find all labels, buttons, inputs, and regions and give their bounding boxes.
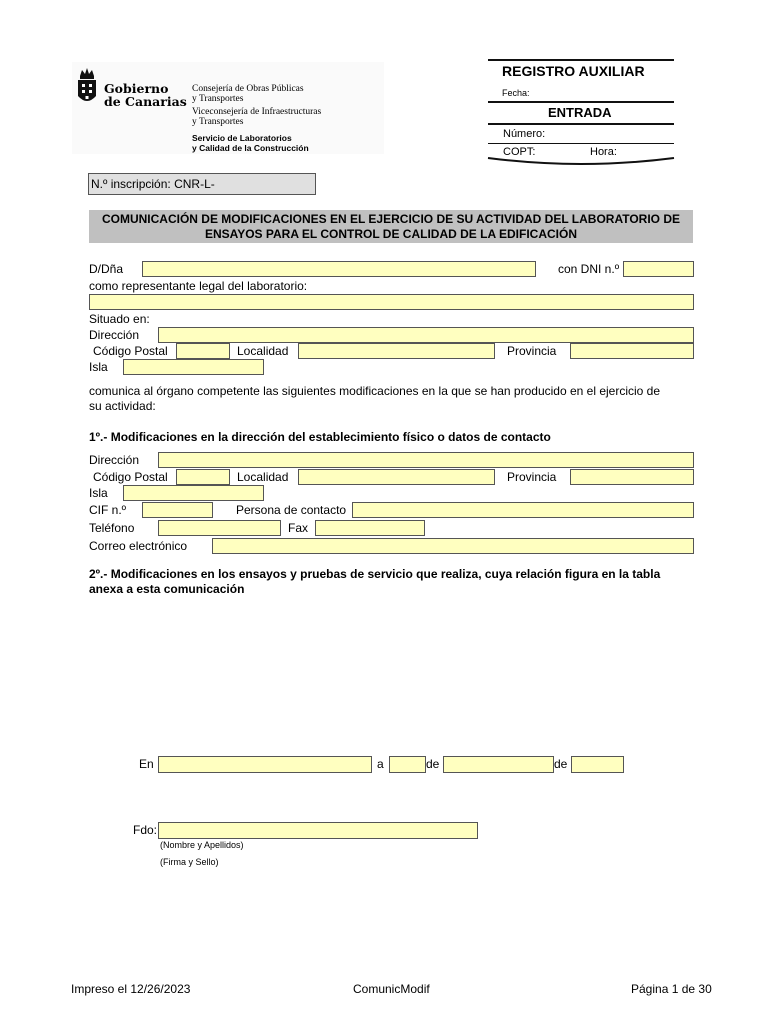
form-title-line2: ENSAYOS PARA EL CONTROL DE CALIDAD DE LA EDIFICACIÓN: [204, 227, 578, 241]
isla-label: Isla: [89, 360, 108, 374]
lugar-input[interactable]: [158, 756, 372, 773]
comunica-line1: comunica al órgano competente las siguientes modificaciones en la que se han producido en el ejercicio de: [89, 384, 661, 398]
registro-entrada: ENTRADA: [548, 105, 612, 120]
registro-bottom-curve: [486, 156, 676, 168]
comunica-line2: su actividad:: [89, 399, 156, 413]
registro-hora: Hora:: [590, 146, 617, 158]
s1-isla-label: Isla: [89, 486, 108, 500]
consejeria-line2: y Transportes: [192, 94, 244, 104]
laboratorio-input[interactable]: [89, 294, 694, 310]
servicio-line2: y Calidad de la Construcción: [192, 143, 309, 153]
section2-line2: anexa a esta comunicación: [89, 582, 245, 596]
registro-top-rule: [488, 59, 674, 61]
persona-contacto-input[interactable]: [352, 502, 694, 518]
registro-fecha: Fecha:: [502, 88, 530, 98]
s1-codigo-postal-label: Código Postal: [93, 470, 168, 484]
direccion-input[interactable]: [158, 327, 694, 343]
registro-title: REGISTRO AUXILIAR: [502, 63, 645, 79]
inscripcion-label: N.º inscripción: CNR-L-: [91, 177, 215, 191]
s1-localidad-input[interactable]: [298, 469, 495, 485]
cif-input[interactable]: [142, 502, 213, 518]
representante-label: como representante legal del laboratorio:: [89, 279, 308, 293]
provincia-label: Provincia: [507, 344, 557, 358]
correo-label: Correo electrónico: [89, 539, 188, 553]
s1-isla-input[interactable]: [123, 485, 264, 501]
en-label: En: [139, 757, 154, 771]
codigo-postal-input[interactable]: [176, 343, 230, 359]
codigo-postal-label: Código Postal: [93, 344, 168, 358]
mes-input[interactable]: [443, 756, 554, 773]
footer-doc: ComunicModif: [353, 982, 430, 996]
form-title-line1: COMUNICACIÓN DE MODIFICACIONES EN EL EJERCICIO DE SU ACTIVIDAD DEL LABORATORIO DE: [101, 212, 681, 226]
correo-input[interactable]: [212, 538, 694, 554]
isla-input[interactable]: [123, 359, 264, 375]
section1-title: 1º.- Modificaciones en la dirección del establecimiento físico o datos de contacto: [89, 430, 551, 444]
firmante-input[interactable]: [158, 822, 478, 839]
s1-direccion-input[interactable]: [158, 452, 694, 468]
servicio-line1: Servicio de Laboratorios: [192, 133, 292, 143]
dia-input[interactable]: [389, 756, 426, 773]
form-title: [89, 210, 693, 243]
nombre-hint: (Nombre y Apellidos): [160, 840, 244, 850]
localidad-label: Localidad: [237, 344, 289, 358]
footer-pagina: Página 1 de 30: [631, 982, 712, 996]
cif-label: CIF n.º: [89, 503, 127, 517]
registro-rule-3: [488, 123, 674, 125]
registro-rule-4: [488, 143, 674, 144]
coat-of-arms-icon: [74, 66, 100, 110]
dona-input[interactable]: [142, 261, 536, 277]
dni-label: con DNI n.º: [558, 262, 620, 276]
localidad-input[interactable]: [298, 343, 495, 359]
telefono-input[interactable]: [158, 520, 281, 536]
fax-input[interactable]: [315, 520, 425, 536]
registro-numero: Número:: [503, 128, 546, 140]
fax-label: Fax: [288, 521, 309, 535]
consejeria-line1: Consejería de Obras Públicas: [192, 84, 304, 94]
viceconsejeria-line2: y Transportes: [192, 117, 244, 127]
logo-name-line1: Gobierno: [104, 81, 169, 96]
a-label: a: [377, 757, 384, 771]
anio-input[interactable]: [571, 756, 624, 773]
fdo-label: Fdo:: [133, 823, 158, 837]
footer-impreso: Impreso el 12/26/2023: [71, 982, 191, 996]
logo-name-line2: de Canarias: [104, 94, 187, 109]
s1-provincia-input[interactable]: [570, 469, 694, 485]
de1-label: de: [426, 757, 440, 771]
direccion-label: Dirección: [89, 328, 140, 342]
section2-line1: 2º.- Modificaciones en los ensayos y pruebas de servicio que realiza, cuya relación figura en la tabla: [89, 567, 661, 581]
telefono-label: Teléfono: [89, 521, 135, 535]
s1-localidad-label: Localidad: [237, 470, 289, 484]
registro-rule-2: [488, 101, 674, 103]
s1-codigo-postal-input[interactable]: [176, 469, 230, 485]
viceconsejeria-line1: Viceconsejería de Infraestructuras: [192, 107, 322, 117]
firma-hint: (Firma y Sello): [160, 857, 219, 867]
registro-copt: COPT:: [503, 146, 536, 158]
dni-input[interactable]: [623, 261, 694, 277]
de2-label: de: [554, 757, 568, 771]
inscripcion-box[interactable]: [88, 173, 316, 195]
s1-direccion-label: Dirección: [89, 453, 140, 467]
persona-contacto-label: Persona de contacto: [236, 503, 347, 517]
provincia-input[interactable]: [570, 343, 694, 359]
s1-provincia-label: Provincia: [507, 470, 557, 484]
dona-label: D/Dña: [89, 262, 124, 276]
situado-label: Situado en:: [89, 312, 150, 326]
